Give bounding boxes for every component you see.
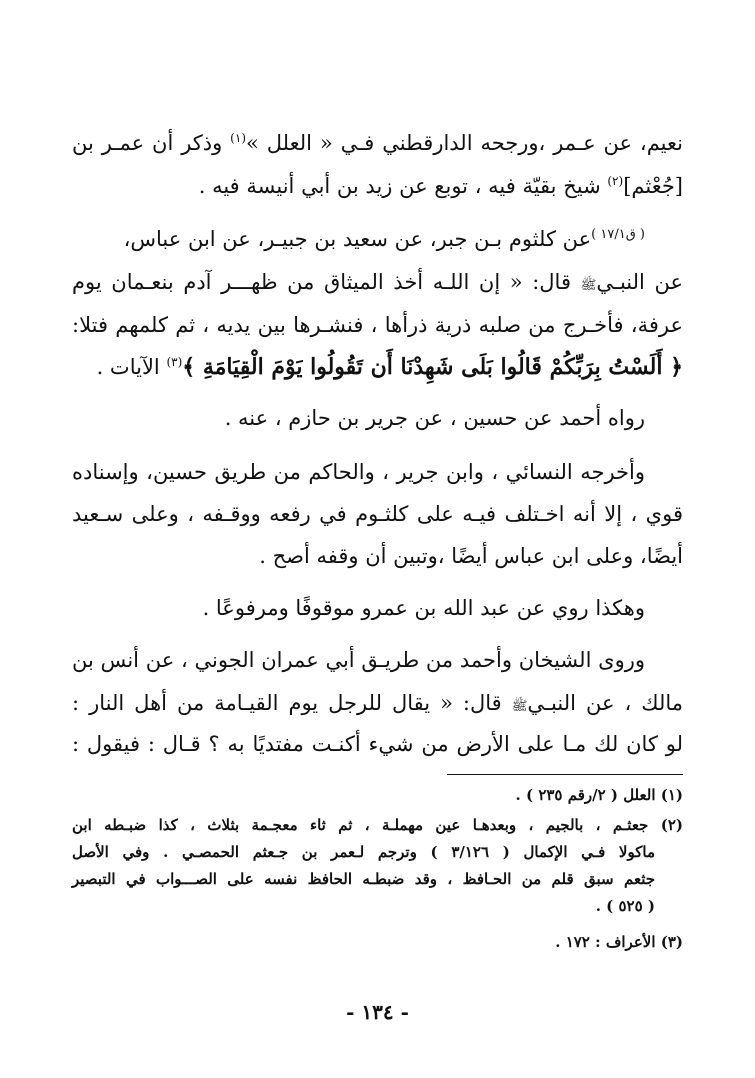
text-span: الآيات . [96,355,167,379]
manuscript-folio-marker: ( ق١٧/١ ) [591,227,645,242]
text-span: عن النبـي [596,270,683,294]
text-line [72,310,683,340]
text-span: مالك ، عن النبـي [527,691,683,715]
text-line [72,541,683,571]
text-span: نعيم، عن عـمر ،ورجحه الدارقطني فـي « العلل » [246,131,683,155]
quran-verse: ﴿ أَلَسْتُ بِرَبِّكُمْ قَالُوا بَلَى شَهِدْنَا أَن تَقُولُوا يَوْمَ الْقِيَامَةِ ﴾ [182,354,683,380]
footnote-2-line [72,895,655,918]
footnote-ref[interactable]: (١) [230,131,246,145]
text-line [72,499,683,529]
text-span: لو كان لك مـا على الأرض من شيء أكنـت مفتديًا به ؟ قـال : فيقول : [72,732,683,756]
text-span: وأخرجه النسائي ، وابن جرير ، والحاكم من طريق حسين، وإسناده [72,460,645,484]
page-number: - ١٣٤ - [346,1000,409,1024]
text-span: أيضًا، وعلى ابن عباس أيضًا ،وتبين أن وقفه أصح . [259,544,683,568]
text-span: قوي ، إلا أنه اخـتلف فيـه على كلثـوم في رفعه ووقـفه ، وعلى سـعيد [72,502,683,526]
honorific-symbol: ﷺ [580,278,597,293]
text-span: وذكر أن عمـر بن [72,131,231,155]
footnote-3 [72,931,683,954]
text-span: رواه أحمد عن حسين ، عن جرير بن حازم ، عنه . [224,406,645,430]
footnote-ref[interactable]: (٢) [607,174,624,188]
text-line [72,593,645,623]
footnote-text: ماكولا فـي الإكمال ( ٣/١٢٦ ) وترجم لـعمر بن جـعثم الحمصـي . وفي الأصل [72,843,655,861]
text-line [72,403,645,433]
text-span: وروى الشيخان وأحمد من طريـق أبي عمران الجوني ، عن أنس بن [72,648,645,672]
text-line [72,128,683,158]
footnote-text: (١) العلل ( ٢/رقم ٢٣٥ ) . [515,786,683,804]
text-span: عرفة، فأخـرج من صلبه ذرية ذرأها ، فنشـرها بين يديه ، ثم كلمهم فتلا: [72,313,683,337]
honorific-symbol: ﷺ [511,699,528,714]
text-line [72,224,645,254]
text-line [72,352,683,382]
footnote-2-line [72,868,655,891]
footnote-ref[interactable]: (٣) [166,355,183,369]
footnote-1 [72,784,683,807]
text-line [72,645,645,675]
footnote-text: (٢) جعثـم ، بالجيم ، وبعدهـا عين مهملـة ، ثم ثاء معجـمة بثلاث ، كذا ضبـطه ابن [72,816,683,834]
bracketed-name: [جُعْثم] [623,174,683,198]
footnote-text: (٣) الأعراف : ١٧٢ . [555,933,683,951]
text-span: قال: « يقال للرجل يوم القيـامة من أهل النار : [72,691,512,715]
text-span: عن كلثوم بـن جبر، عن سعيد بن جبيـر، عن ابن عباس، [123,227,592,251]
footnote-2 [72,814,683,837]
text-span: شيخ بقيّة فيه ، توبع عن زيد بن أبي أنيسة فيه . [198,174,608,198]
text-span: وهكذا روي عن عبد الله بن عمرو موقوفًا ومرفوعًا . [202,596,645,620]
footnote-2-line [72,841,655,864]
footnote-divider [447,774,683,775]
text-line [72,729,683,759]
text-line [72,457,645,487]
text-span: قال: « إن اللـه أخذ الميثاق من ظهـــر آدم بنعـمان يوم [72,270,581,294]
text-line [72,688,683,722]
text-line [72,171,683,201]
footnote-text: ( ٥٢٥ ) . [595,897,655,915]
footnote-text: جثعم سبق قلم من الحـافظ ، وقد ضبطـه الحافظ نفسه على الصـــواب في التبصير [72,870,655,888]
text-line [72,267,683,301]
